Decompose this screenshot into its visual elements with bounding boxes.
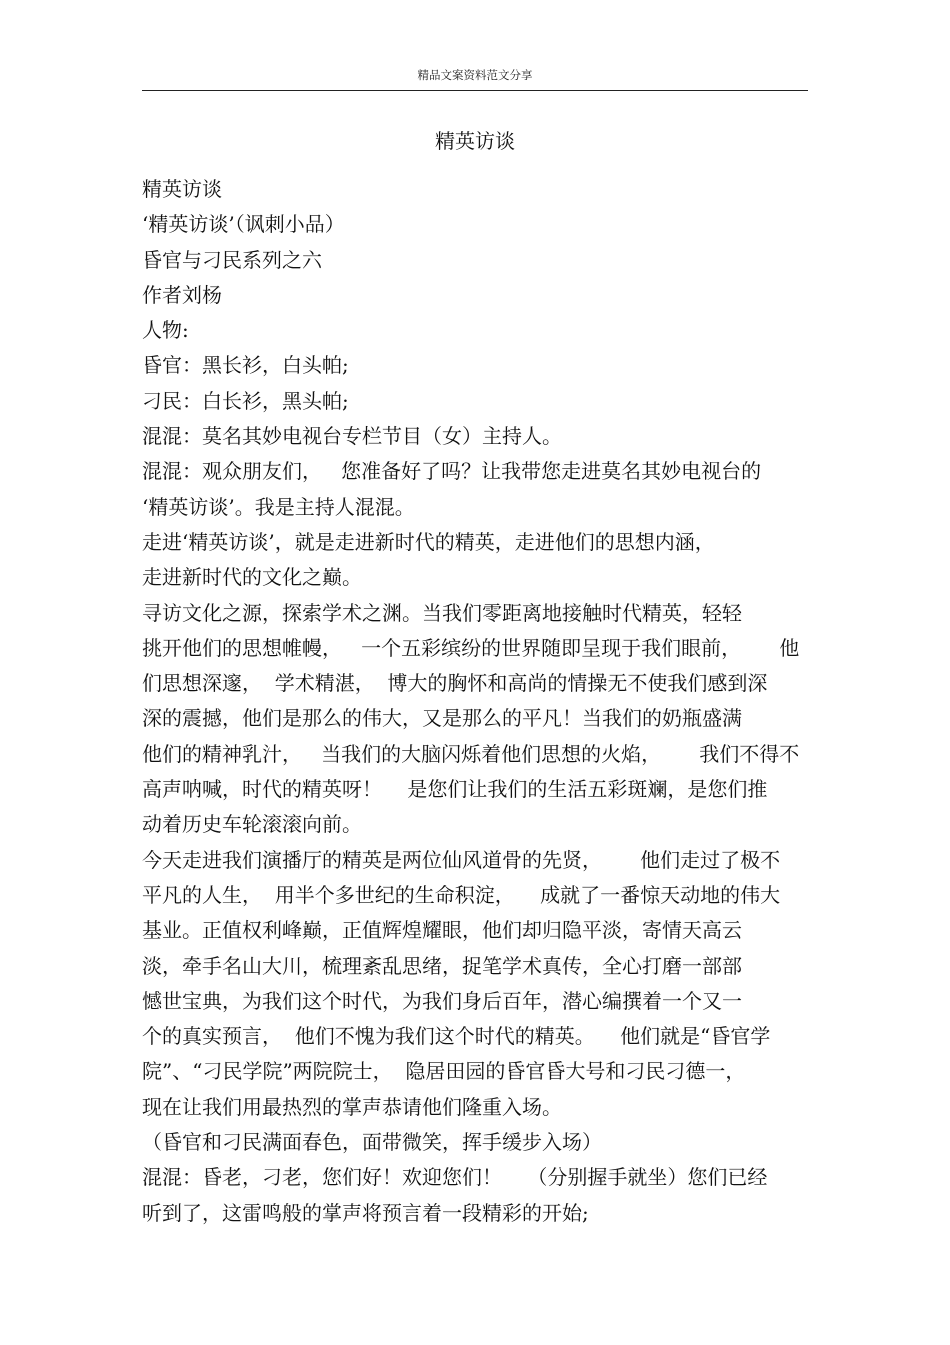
text-line: 寻访文化之源，探索学术之渊。当我们零距离地接触时代精英，轻轻 (142, 600, 742, 625)
text-line: ‘精英访谈’（讽刺小品） (142, 212, 345, 237)
text-line: 混混：昏老，刁老，您们好！欢迎您们！ （分别握手就坐）您们已经 (142, 1165, 768, 1190)
text-line: 平凡的人生， 用半个多世纪的生命积淀， 成就了一番惊天动地的伟大 (142, 882, 781, 907)
text-line: 刁民：白长衫，黑头帕; (142, 388, 349, 413)
text-line: 们思想深邃， 学术精湛， 博大的胸怀和高尚的情操无不使我们感到深 (142, 671, 768, 696)
header-text: 精品文案资料范文分享 (417, 68, 533, 82)
text-line: 动着历史车轮滚滚向前。 (142, 812, 362, 837)
document-title: 精英访谈 (435, 129, 515, 153)
text-line: 憾世宝典，为我们这个时代，为我们身后百年，潜心编撰着一个又一 (142, 988, 742, 1013)
text-line: 深的震撼，他们是那么的伟大，又是那么的平凡！当我们的奶瓶盛满 (142, 706, 742, 731)
text-line: 混混：观众朋友们， 您准备好了吗？让我带您走进莫名其妙电视台的 (142, 459, 762, 484)
text-line: 他们的精神乳汁， 当我们的大脑闪烁着他们思想的火焰， 我们不得不 (142, 741, 800, 766)
text-line: 走进新时代的文化之巅。 (142, 565, 362, 590)
text-line: 现在让我们用最热烈的掌声恭请他们隆重入场。 (142, 1094, 562, 1119)
text-line: （昏官和刁民满面春色，面带微笑，挥手缓步入场） (142, 1130, 602, 1155)
document-body (142, 172, 812, 1231)
text-line: ‘精英访谈’。我是主持人混混。 (142, 494, 415, 519)
page-header (142, 64, 808, 91)
text-line: 高声呐喊，时代的精英呀！ 是您们让我们的生活五彩斑斓，是您们推 (142, 777, 768, 802)
text-line: 昏官：黑长衫，白头帕; (142, 353, 349, 378)
text-line: 基业。正值权利峰巅，正值辉煌耀眼，他们却归隐平淡，寄情天高云 (142, 918, 742, 943)
text-line: 淡，牵手名山大川，梳理紊乱思绪，捉笔学术真传，全心打磨一部部 (142, 953, 742, 978)
text-line: 今天走进我们演播厅的精英是两位仙风道骨的先贤， 他们走过了极不 (142, 847, 781, 872)
text-line: 院”、“刁民学院”两院院士， 隐居田园的昏官昏大号和刁民刁德一， (142, 1059, 746, 1084)
text-line: 混混：莫名其妙电视台专栏节目（女）主持人。 (142, 424, 562, 449)
text-line: 人物: (142, 318, 189, 343)
text-line: 精英访谈 (142, 177, 222, 201)
text-line: 昏官与刁民系列之六 (142, 247, 322, 272)
text-line: 听到了，这雷鸣般的掌声将预言着一段精彩的开始; (142, 1200, 589, 1225)
text-line: 个的真实预言， 他们不愧为我们这个时代的精英。 他们就是“昏官学 (142, 1024, 771, 1049)
text-line: 挑开他们的思想帷幔， 一个五彩缤纷的世界随即呈现于我们眼前， 他 (142, 635, 800, 660)
text-line: 作者刘杨 (142, 282, 222, 307)
text-line: 走进‘精英访谈’，就是走进新时代的精英，走进他们的思想内涵， (142, 529, 715, 554)
